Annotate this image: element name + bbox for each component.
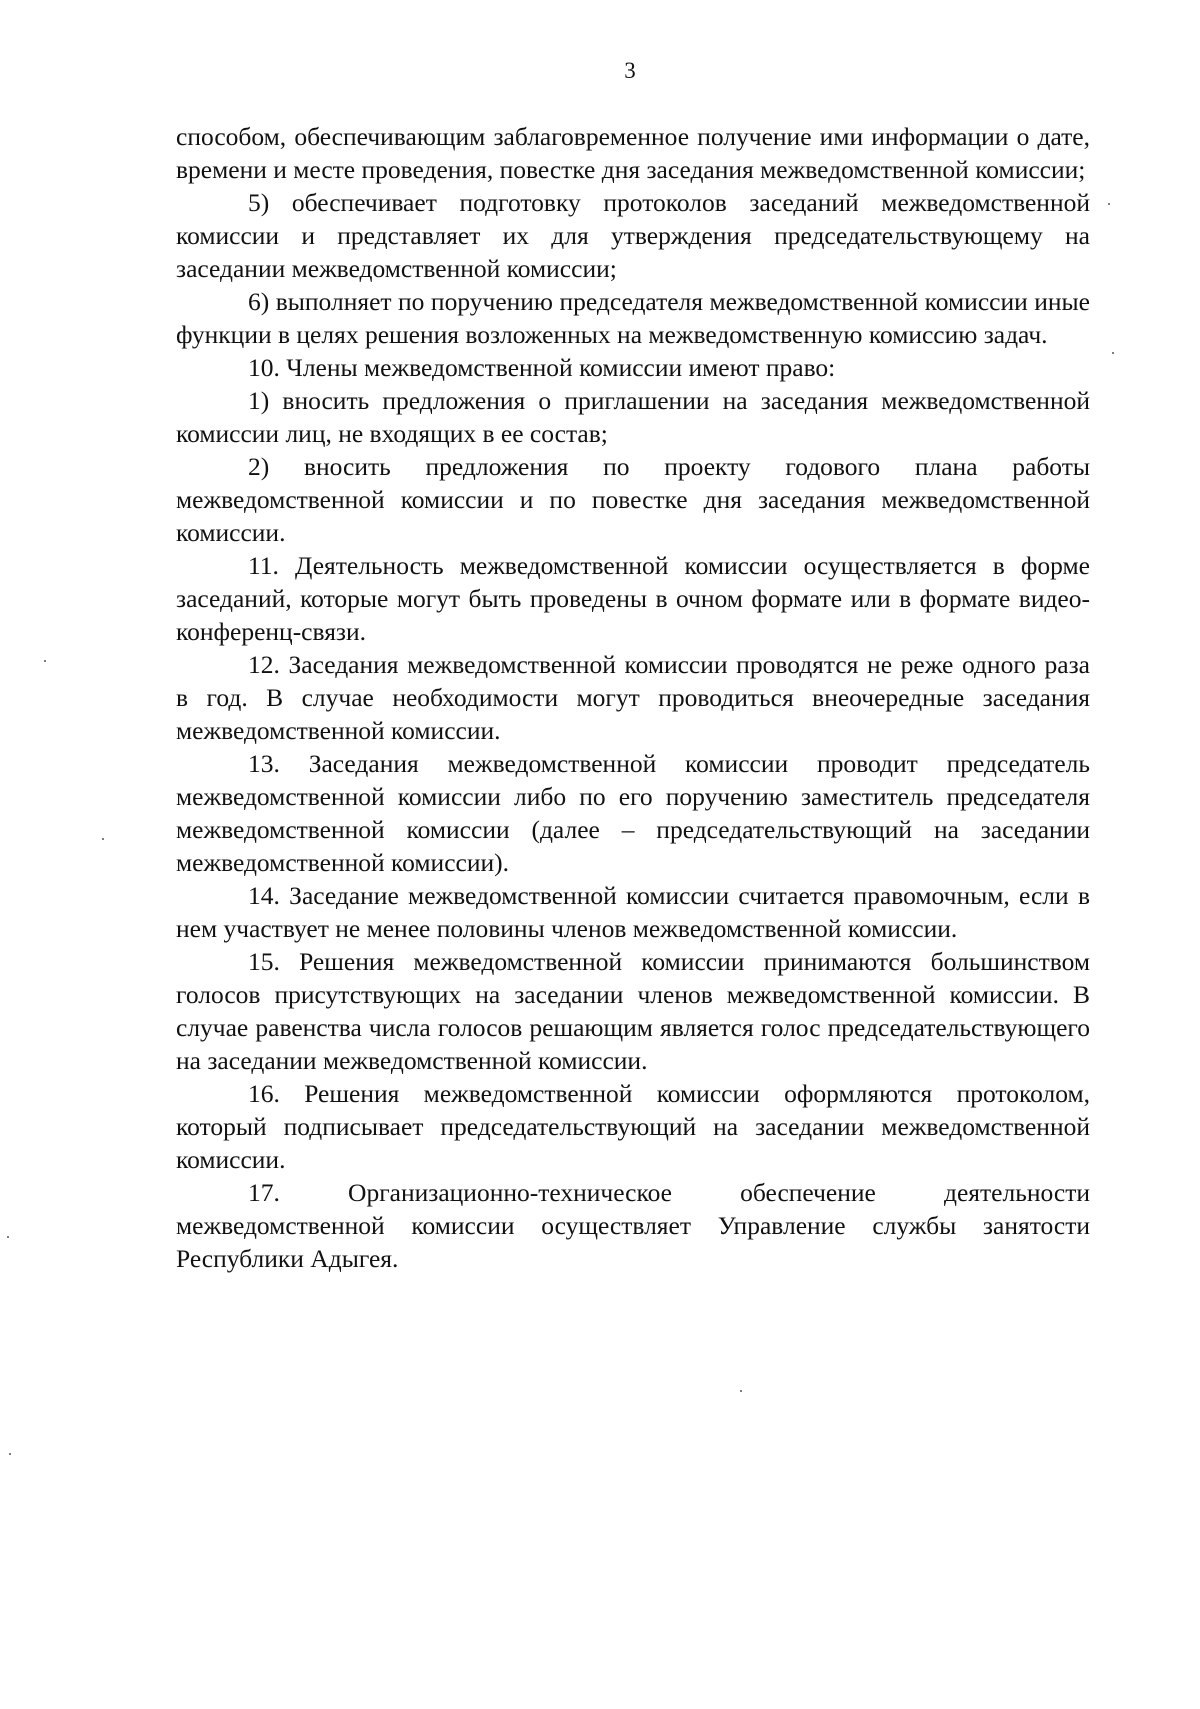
scan-speck [44, 660, 46, 662]
paragraph-clause-12: 12. Заседания межведомственной комиссии проводятся не реже одного раза в год. В случае необходимости могут проводиться внеочередные заседания межведомственной комиссии. [176, 650, 1090, 745]
paragraph-clause-10-item-1: 1) вносить предложения о приглашении на заседания межведомственной комиссии лиц, не входящих в ее состав; [176, 386, 1090, 448]
paragraph-clause-14: 14. Заседание межведомственной комиссии считается правомочным, если в нем участвует не менее половины членов межведомственной комиссии. [176, 881, 1090, 943]
scan-speck [9, 1453, 11, 1455]
paragraph-clause-11: 11. Деятельность межведомственной комиссии осуществляется в форме заседаний, которые могут быть проведены в очном формате или в формате видео-конференц-связи. [176, 551, 1090, 646]
paragraph-clause-15: 15. Решения межведомственной комиссии принимаются большинством голосов присутствующих на заседании членов межведомственной комиссии. В случае равенства числа голосов решающим является голос председательствующего на заседании межведомственной комиссии. [176, 947, 1090, 1075]
paragraph-clause-17: 17. Организационно-техническое обеспечение деятельности межведомственной комиссии осуществляет Управление службы занятости Республики Адыгея. [176, 1178, 1090, 1273]
page-number: 3 [624, 58, 636, 83]
paragraph-continuation: способом, обеспечивающим заблаговременное получение ими информации о дате, времени и месте проведения, повестке дня заседания межведомственной комиссии; [176, 122, 1090, 184]
scan-speck [102, 838, 104, 840]
scan-speck [740, 1390, 742, 1392]
paragraph-clause-10-item-2: 2) вносить предложения по проекту годового плана работы межведомственной комиссии и по повестке дня заседания межведомственной комиссии. [176, 452, 1090, 547]
paragraph-clause-16: 16. Решения межведомственной комиссии оформляются протоколом, который подписывает председательствующий на заседании межведомственной комиссии. [176, 1079, 1090, 1174]
scan-speck [1112, 352, 1114, 354]
document-body [176, 120, 1090, 1275]
paragraph-clause-13: 13. Заседания межведомственной комиссии проводит председатель межведомственной комиссии либо по его поручению заместитель председателя межведомственной комиссии (далее – председательствующий на заседании межведомственной комиссии). [176, 749, 1090, 877]
scan-speck [1108, 203, 1110, 205]
scan-speck [7, 1236, 9, 1238]
paragraph-item-5: 5) обеспечивает подготовку протоколов заседаний межведомственной комиссии и представляет их для утверждения председательствующему на заседании межведомственной комиссии; [176, 188, 1090, 283]
paragraph-clause-10: 10. Члены межведомственной комиссии имеют право: [248, 353, 836, 382]
paragraph-item-6: 6) выполняет по поручению председателя межведомственной комиссии иные функции в целях решения возложенных на межведомственную комиссию задач. [176, 287, 1090, 349]
